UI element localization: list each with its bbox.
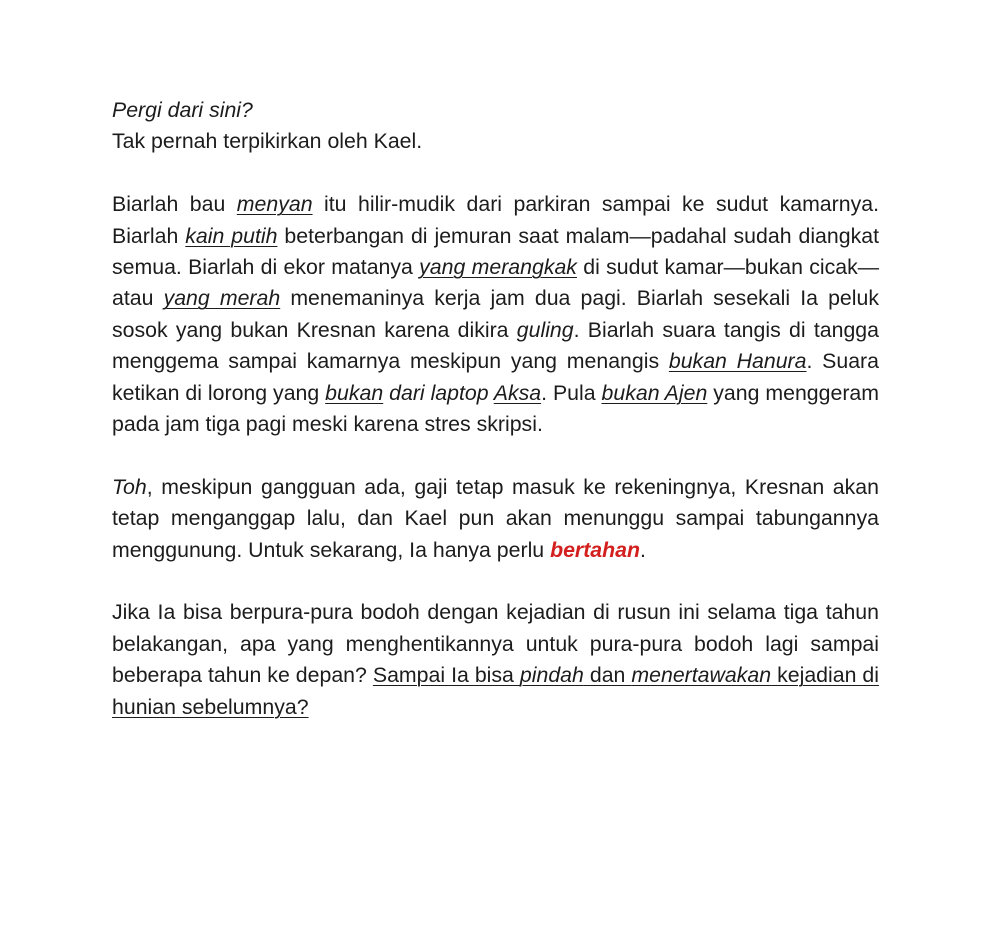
text-run: yang menggeram pada jam tiga pagi meski karena stres skripsi. (112, 380, 879, 437)
emphasis-bukan-ajen: bukan Ajen (601, 380, 708, 405)
emphasis-pindah: pindah (519, 663, 584, 688)
paragraph-toh (112, 472, 879, 566)
paragraph-biarlah (112, 189, 879, 440)
text-run: Jika Ia bisa berpura-pura bodoh dengan kejadian di rusun ini selama tiga tahun belakangan, apa yang menghentikannya untuk pura-pura bodoh lagi sampai beberapa tahun ke depan? (112, 600, 879, 688)
emphasis-aksa: Aksa (493, 380, 542, 405)
text-run: di sudut kamar—bukan cicak—atau (112, 255, 880, 311)
paragraph-closing (112, 597, 879, 723)
emphasis-dari-laptop: dari laptop (383, 380, 494, 405)
text-run: . Suara ketikan di lorong yang (112, 349, 879, 405)
text-run: . Pula (541, 380, 602, 405)
emphasis-toh: Toh (112, 474, 147, 499)
emphasis-yang-merah: yang merah (163, 286, 281, 311)
emphasis-yang-merangkak: yang merangkak (419, 255, 577, 280)
text-run: . Biarlah suara tangis di tangga menggema sampai kamarnya meskipun yang menangis (112, 317, 879, 374)
opening-question: Pergi dari sini? (112, 98, 253, 122)
emphasis-menyan: menyan (236, 192, 313, 217)
text-run: menemaninya kerja jam dua pagi. Biarlah sesekali Ia peluk sosok yang bukan Kresnan karena dikira (112, 286, 880, 342)
paragraph-opening (112, 95, 879, 158)
underline-dan: dan (583, 663, 632, 688)
text-run: , meskipun gangguan ada, gaji tetap masuk ke rekeningnya, Kresnan akan tetap menganggap lalu, dan Kael pun akan menunggu sampai tabungannya menggunung. Untuk sekarang, Ia hanya perlu (112, 474, 879, 562)
emphasis-bukan-hanura: bukan Hanura (668, 349, 807, 374)
text-run: . (640, 537, 646, 562)
emphasis-kain-putih: kain putih (185, 223, 278, 248)
document-page (112, 95, 879, 754)
emphasis-guling: guling (516, 317, 574, 342)
emphasis-bertahan: bertahan (550, 537, 641, 562)
opening-answer: Tak pernah terpikirkan oleh Kael. (112, 129, 423, 154)
text-run: itu hilir-mudik dari parkiran sampai ke sudut kamarnya. Biarlah (112, 192, 879, 248)
text-run: beterbangan di jemuran saat malam—padahal sudah diangkat semua. Biarlah di ekor matanya (112, 223, 879, 280)
emphasis-menertawakan: menertawakan (631, 663, 772, 688)
underline-sampai: Sampai Ia bisa (372, 663, 520, 688)
underline-kejadian: kejadian di hunian sebelumnya? (112, 663, 879, 719)
text-run: Biarlah bau (112, 192, 237, 217)
emphasis-bukan: bukan (325, 380, 384, 405)
